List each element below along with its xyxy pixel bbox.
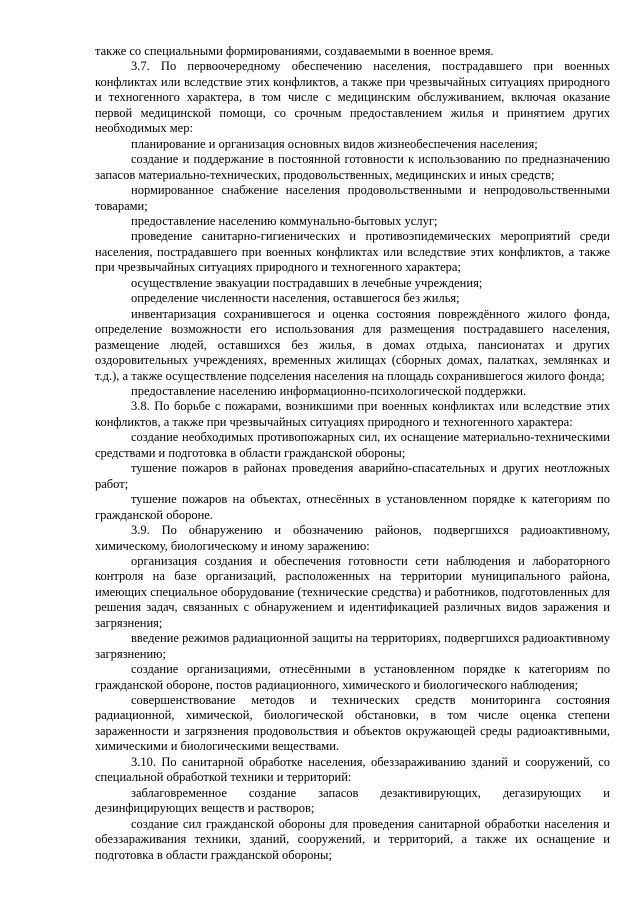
list-item: создание необходимых противопожарных сил, их оснащение материально-техническими средствами и подготовка в области гражданской обороны; bbox=[95, 430, 610, 460]
section-3-8-heading: 3.8. По борьбе с пожарами, возникшими при военных конфликтах или вследствие этих конфликтов, а также при чрезвычайных ситуациях природного и техногенного характера: bbox=[95, 399, 610, 429]
list-item: заблаговременное создание запасов дезактивирующих, дегазирующих и дезинфицирующих веществ и растворов; bbox=[95, 785, 610, 816]
list-item: тушение пожаров на объектах, отнесённых в установленном порядке к категориям по гражданской обороне. bbox=[95, 492, 610, 522]
paragraph-continuation: также со специальными формированиями, создаваемыми в военное время. bbox=[95, 44, 494, 58]
list-item: создание и поддержание в постоянной готовности к использованию по предназначению запасов материально-технических, продовольственных, медицинских и иных средств; bbox=[95, 152, 610, 182]
list-item: осуществление эвакуации пострадавших в лечебные учреждения; bbox=[131, 275, 483, 290]
document-body bbox=[95, 44, 610, 863]
section-3-10-heading: 3.10. По санитарной обработке населения, обеззараживанию зданий и сооружений, со специальной обработкой техники и территорий: bbox=[95, 754, 610, 785]
list-item: планирование и организация основных видов жизнеобеспечения населения; bbox=[131, 136, 538, 151]
section-3-9-heading: 3.9. По обнаружению и обозначению районов, подвергшихся радиоактивному, химическому, биологическому и иному заражению: bbox=[95, 523, 610, 553]
list-item: тушение пожаров в районах проведения аварийно-спасательных и других неотложных работ; bbox=[95, 461, 610, 491]
list-item: предоставление населению информационно-психологической поддержки. bbox=[131, 383, 527, 398]
list-item: введение режимов радиационной защиты на территориях, подвергшихся радиоактивному загрязнению; bbox=[95, 631, 610, 661]
list-item: организация создания и обеспечения готовности сети наблюдения и лабораторного контроля на базе организаций, расположенных на территории муниципального района, имеющих специальное оборудование (технические средства) и работников, подготовленных для решения задач, связанных с обнаружением и идентификацией различных видов заражения и загрязнения; bbox=[95, 553, 610, 630]
list-item: инвентаризация сохранившегося и оценка состояния повреждённого жилого фонда, определение возможности его использования для размещения пострадавшего населения, размещение людей, оставшихся без жилья, в домах отдыха, пансионатах и других оздоровительных учреждениях, временных жилищах (сборных домах, палатках, землянках и т.д.), а также осуществление подселения населения на площадь сохранившегося жилого фонда; bbox=[95, 306, 610, 383]
list-item: нормированное снабжение населения продовольственными и непродовольственными товарами; bbox=[95, 183, 610, 213]
list-item: создание организациями, отнесёнными в установленном порядке к категориям по гражданской обороне, постов радиационного, химического и биологического наблюдения; bbox=[95, 662, 610, 692]
list-item: совершенствование методов и технических средств мониторинга состояния радиационной, химической, биологической обстановки, в том числе оценка степени зараженности и загрязнения продовольствия и объектов окружающей среды радиоактивными, химическими и биологическими веществами. bbox=[95, 693, 610, 754]
list-item: проведение санитарно-гигиенических и противоэпидемических мероприятий среди населения, пострадавшего при военных конфликтах или вследствие этих конфликтов, а также при чрезвычайных ситуациях природного и техногенного характера; bbox=[95, 229, 610, 275]
list-item: создание сил гражданской обороны для проведения санитарной обработки населения и обеззараживания техники, зданий, сооружений, и территорий, а также их оснащение и подготовка в области гражданской обороны; bbox=[95, 816, 610, 862]
list-item: определение численности населения, оставшегося без жилья; bbox=[131, 291, 460, 306]
section-3-7-heading: 3.7. По первоочередному обеспечению населения, пострадавшего при военных конфликтах или вследствие этих конфликтов, а также при чрезвычайных ситуациях природного и техногенного характера, в том числе с медицинским обслуживанием, включая оказание первой медицинской помощи, со срочным предоставлением жилья и принятием других необходимых мер: bbox=[95, 59, 610, 136]
list-item: предоставление населению коммунально-бытовых услуг; bbox=[131, 213, 438, 228]
